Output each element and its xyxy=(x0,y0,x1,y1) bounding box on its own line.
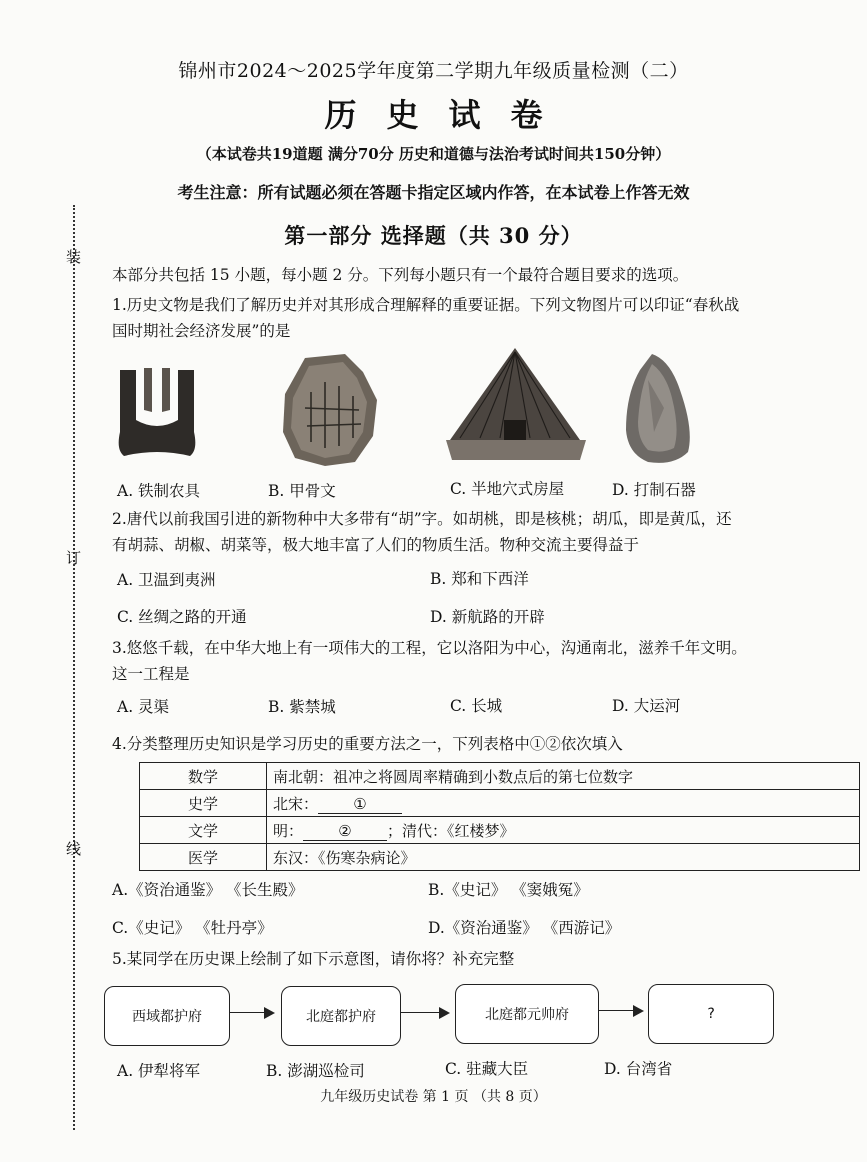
table-cell-field: 数学 xyxy=(140,763,267,790)
q2-option-b[interactable]: B. 郑和下西洋 xyxy=(430,570,529,588)
table-cell-content xyxy=(267,790,860,817)
flow-box-1: 西域都护府 xyxy=(104,986,230,1046)
q1-stem-line2: 国时期社会经济发展”的是 xyxy=(112,322,291,340)
table-cell-field: 医学 xyxy=(140,844,267,871)
exam-notice: 考生注意：所有试题必须在答题卡指定区域内作答，在本试卷上作答无效 xyxy=(177,183,690,202)
table-cell-prefix: 明： xyxy=(273,821,304,840)
q2-stem-line1: 2.唐代以前我国引进的新物种中大多带有“胡”字。如胡桃，即是核桃；胡瓜，即是黄瓜，还 xyxy=(112,510,732,528)
binding-mark-xian: 线 xyxy=(66,840,82,858)
q2-stem-line2: 有胡蒜、胡椒、胡菜等，极大地丰富了人们的物质生活。物种交流主要得益于 xyxy=(112,536,640,554)
blank-2: ② xyxy=(303,822,387,841)
binding-dotted-line xyxy=(73,205,75,1130)
q5-option-b[interactable]: B. 澎湖巡检司 xyxy=(266,1062,365,1080)
table-row xyxy=(140,817,860,844)
table-cell-content xyxy=(267,817,860,844)
q2-option-a[interactable]: A. 卫温到夷洲 xyxy=(117,571,216,589)
q5-option-c[interactable]: C. 驻藏大臣 xyxy=(445,1060,529,1078)
table-cell-suffix: ；清代：《红楼梦》 xyxy=(387,821,515,840)
page-footer: 九年级历史试卷 第 1 页 （共 8 页） xyxy=(320,1089,547,1105)
q3-stem-line2: 这一工程是 xyxy=(112,665,190,683)
flow-box-3: 北庭都元帅府 xyxy=(455,984,599,1044)
table-cell-field: 文学 xyxy=(140,817,267,844)
table-row xyxy=(140,763,860,790)
q5-stem: 5.某同学在历史课上绘制了如下示意图，请你将？补充完整 xyxy=(112,950,515,968)
flow-box-unknown: ? xyxy=(648,984,774,1044)
arrow-right-icon xyxy=(633,1005,644,1017)
q3-option-d[interactable]: D. 大运河 xyxy=(612,697,681,715)
table-row xyxy=(140,790,860,817)
q1-option-d[interactable]: D. 打制石器 xyxy=(612,481,696,499)
iron-tool-image xyxy=(112,360,202,460)
q4-option-c[interactable]: C.《史记》 《牡丹亭》 xyxy=(112,919,273,937)
flow-box-2: 北庭都护府 xyxy=(281,986,401,1046)
q3-option-b[interactable]: B. 紫禁城 xyxy=(268,698,336,716)
q1-option-c[interactable]: C. 半地穴式房屋 xyxy=(450,480,565,498)
table-cell-field: 史学 xyxy=(140,790,267,817)
flow-arrow-1 xyxy=(230,1012,266,1013)
blank-1: ① xyxy=(318,795,402,814)
arrow-right-icon xyxy=(264,1007,275,1019)
arrow-right-icon xyxy=(439,1007,450,1019)
q5-option-d[interactable]: D. 台湾省 xyxy=(604,1060,673,1078)
table-cell-prefix: 北宋： xyxy=(273,794,319,813)
subject-title: 历史试卷 xyxy=(324,96,573,134)
q5-option-a[interactable]: A. 伊犁将军 xyxy=(117,1062,201,1080)
q3-stem-line1: 3.悠悠千载，在中华大地上有一项伟大的工程，它以洛阳为中心，沟通南北，滋养千年文明。 xyxy=(112,639,747,657)
q3-option-a[interactable]: A. 灵渠 xyxy=(117,698,170,716)
oracle-bone-image xyxy=(275,352,387,470)
binding-mark-ding: 订 xyxy=(66,549,82,567)
q4-option-a[interactable]: A.《资治通鉴》 《长生殿》 xyxy=(112,881,304,899)
semi-subterranean-house-image xyxy=(440,344,590,470)
exam-header: 锦州市2024～2025学年度第二学期九年级质量检测（二） xyxy=(178,60,689,82)
flow-arrow-2 xyxy=(401,1012,441,1013)
q4-option-d[interactable]: D.《资治通鉴》 《西游记》 xyxy=(428,919,621,937)
q1-stem-line1: 1.历史文物是我们了解历史并对其形成合理解释的重要证据。下列文物图片可以印证“春秋战 xyxy=(112,296,740,314)
chipped-stone-tool-image xyxy=(618,350,698,468)
q1-option-b[interactable]: B. 甲骨文 xyxy=(268,482,336,500)
flow-arrow-3 xyxy=(599,1010,635,1011)
part-title: 第一部分 选择题（共 30 分） xyxy=(284,223,583,248)
exam-subtitle: （本试卷共19道题 满分70分 历史和道德与法治考试时间共150分钟） xyxy=(196,145,671,163)
q2-option-d[interactable]: D. 新航路的开辟 xyxy=(430,608,545,626)
q4-stem: 4.分类整理历史知识是学习历史的重要方法之一，下列表格中①②依次填入 xyxy=(112,735,623,753)
table-cell-content: 南北朝：祖冲之将圆周率精确到小数点后的第七位数字 xyxy=(267,763,860,790)
table-row xyxy=(140,844,860,871)
binding-mark-zhuang: 装 xyxy=(66,248,82,266)
q3-option-c[interactable]: C. 长城 xyxy=(450,697,503,715)
q4-option-b[interactable]: B.《史记》 《窦娥冤》 xyxy=(428,881,589,899)
q1-option-a[interactable]: A. 铁制农具 xyxy=(117,482,201,500)
table-cell-content: 东汉：《伤寒杂病论》 xyxy=(267,844,860,871)
part-intro: 本部分共包括 15 小题，每小题 2 分。下列每小题只有一个最符合题目要求的选项。 xyxy=(112,266,689,284)
q2-option-c[interactable]: C. 丝绸之路的开通 xyxy=(117,608,247,626)
q4-knowledge-table xyxy=(139,762,860,871)
